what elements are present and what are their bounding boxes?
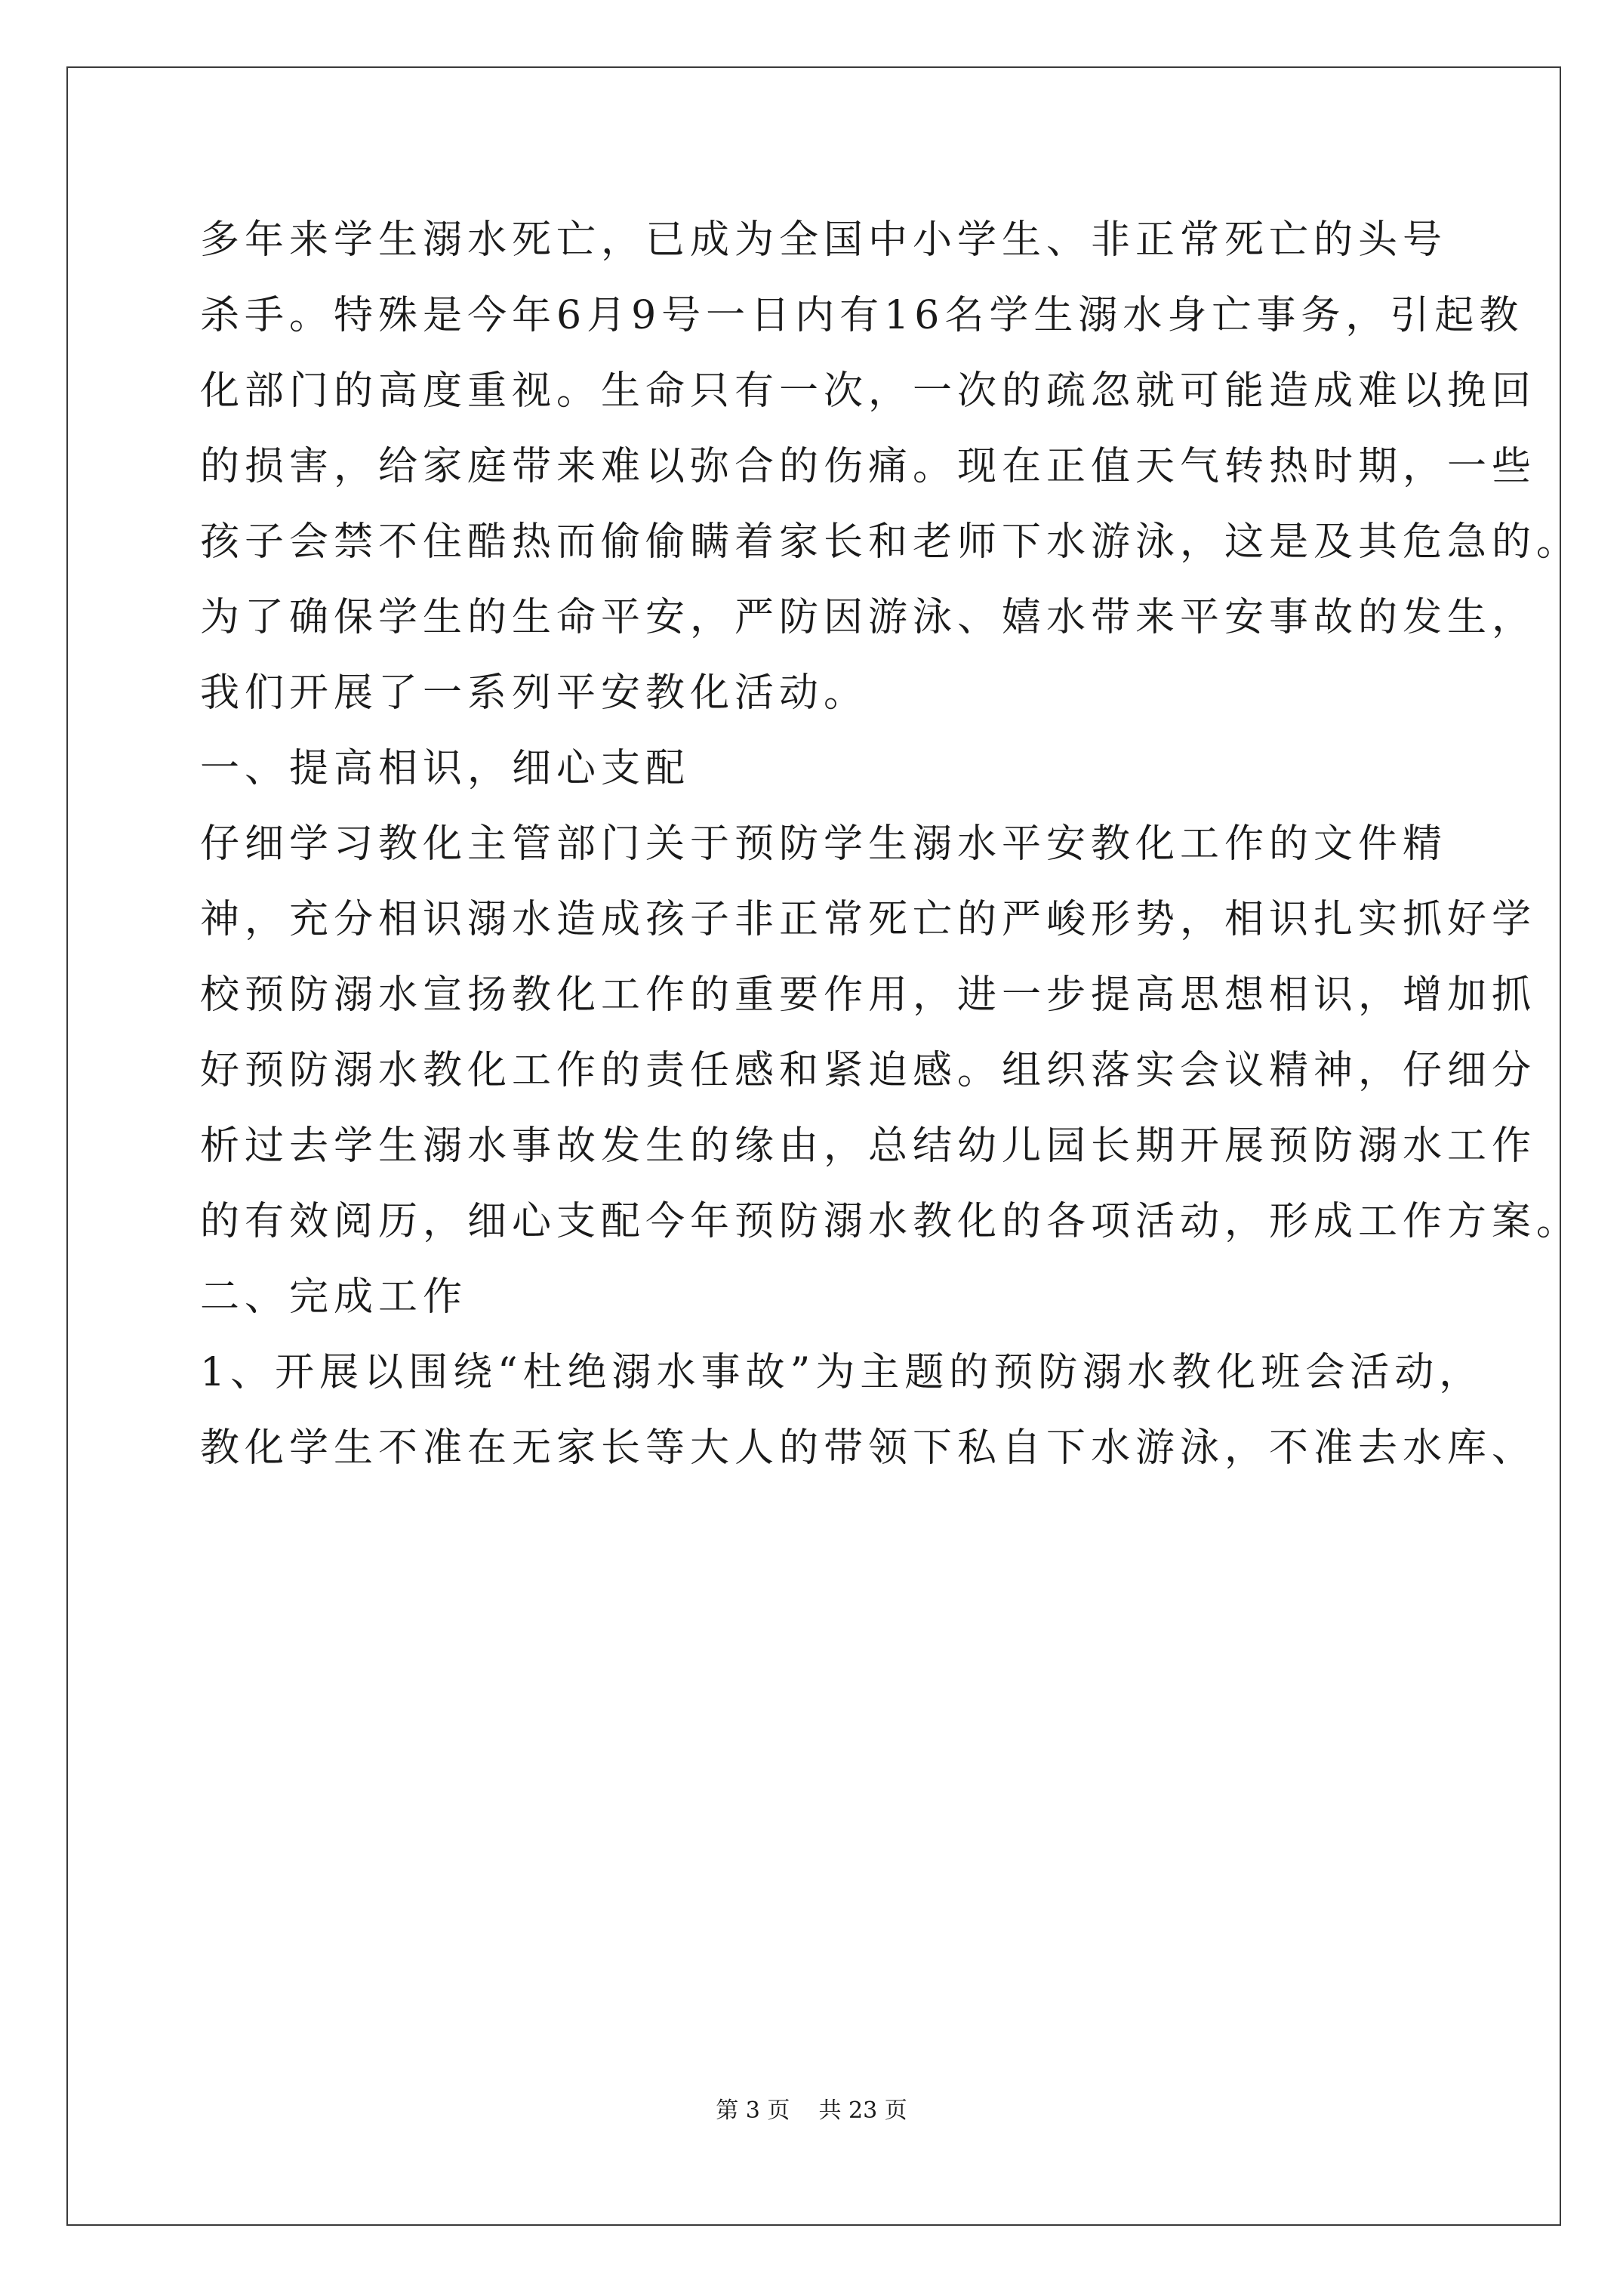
paragraph-line: 仔细学习教化主管部门关于预防学生溺水平安教化工作的文件精 — [200, 821, 1448, 867]
paragraph-line: 好预防溺水教化工作的责任感和紧迫感。组织落实会议精神，仔细分 — [200, 1048, 1537, 1093]
paragraph-line: 教化学生不准在无家长等大人的带领下私自下水游泳，不准去水库、 — [200, 1425, 1537, 1471]
paragraph-line: 的有效阅历，细心支配今年预防溺水教化的各项活动，形成工作方案。 — [200, 1199, 1581, 1244]
paragraph-line: 化部门的高度重视。生命只有一次，一次的疏忽就可能造成难以挽回 — [200, 368, 1537, 414]
paragraph-line: 多年来学生溺水死亡，已成为全国中小学生、非正常死亡的头号 — [200, 217, 1448, 263]
page-footer: 第 3 页 共 23 页 — [716, 2097, 907, 2124]
section-heading: 一、提高相识，细心支配 — [200, 746, 691, 791]
paragraph-line: 析过去学生溺水事故发生的缘由，总结幼儿园长期开展预防溺水工作 — [200, 1123, 1537, 1169]
paragraph-line: 1、开展以围绕“杜绝溺水事故”为主题的预防溺水教化班会活动， — [200, 1350, 1484, 1395]
paragraph-line: 校预防溺水宣扬教化工作的重要作用，进一步提高思想相识，增加抓 — [200, 972, 1537, 1018]
paragraph-line: 杀手。特殊是今年6月9号一日内有16名学生溺水身亡事务，引起教 — [200, 293, 1524, 338]
section-heading: 二、完成工作 — [200, 1274, 468, 1320]
paragraph-line: 我们开展了一系列平安教化活动。 — [200, 670, 869, 716]
paragraph-line: 为了确保学生的生命平安，严防因游泳、嬉水带来平安事故的发生， — [200, 595, 1537, 640]
paragraph-line: 孩子会禁不住酷热而偷偷瞒着家长和老师下水游泳，这是及其危急的。 — [200, 519, 1581, 565]
paragraph-line: 神，充分相识溺水造成孩子非正常死亡的严峻形势，相识扎实抓好学 — [200, 897, 1537, 942]
paragraph-line: 的损害，给家庭带来难以弥合的伤痛。现在正值天气转热时期，一些 — [200, 444, 1537, 489]
